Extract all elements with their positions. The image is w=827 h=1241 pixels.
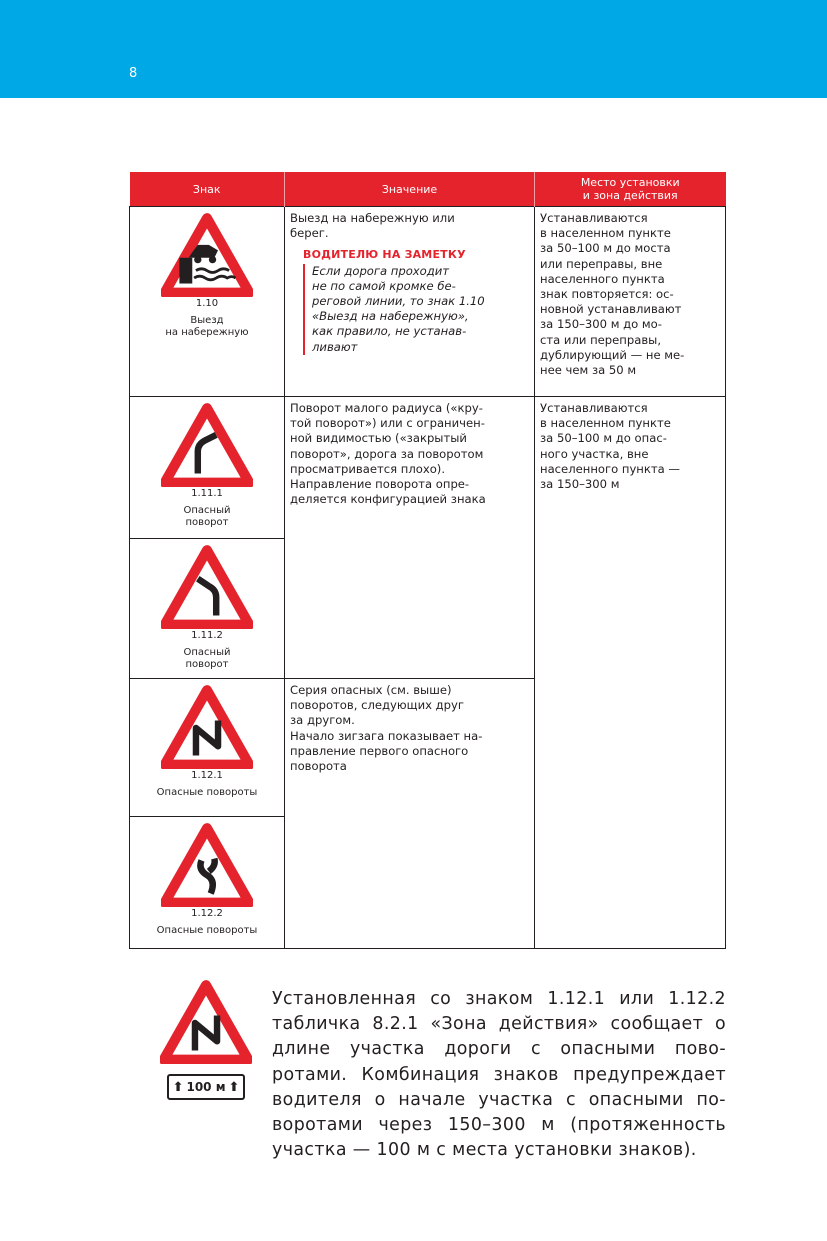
table-row [130,397,726,539]
sign-cell [130,679,285,817]
sign-caption: Опасный поворот [183,647,231,670]
place-cell: Устанавливаются в населенном пункте за 50–100 м до опас- ного участка, вне населенного пункта — за 150–300 м [535,397,726,949]
header-place: Место установки и зона действия [535,172,726,207]
note-title: ВОДИТЕЛЮ НА ЗАМЕТКУ [303,248,466,262]
header-band [0,0,827,98]
sign-caption: Опасные повороты [156,925,258,936]
sign-code: 1.10 [195,298,219,309]
header-meaning: Значение [285,172,535,207]
meaning-cell [285,207,535,397]
meaning-text: Выезд на набережную или берег. [290,211,455,241]
header-sign: Знак [130,172,285,207]
sign-code: 1.12.2 [191,908,223,919]
dangerous-turns-sign-icon [160,980,252,1064]
sign-caption: Выезд на набережную [165,315,249,338]
up-arrow-icon: ⬆ [228,1079,240,1095]
sign-cell [130,817,285,949]
place-cell: Устанавливаются в населенном пункте за 50–100 м до моста или переправы, вне населенного пункта знак повторяется: ос- новной устанавливают за 150–300 м до мо- ста или переправы, дублирующий — не ме- нее чем за 50 м [535,207,726,397]
sign-code: 1.12.1 [191,770,223,781]
page-number: 8 [129,66,138,81]
embankment-sign-icon [161,213,253,297]
table-header-row [130,172,726,207]
sign-cell [130,397,285,539]
sign-code: 1.11.2 [191,630,223,641]
meaning-cell: Поворот малого радиуса («кру- той поворот») или с ограничен- ной видимостью («закрытый поворот», дорога за поворотом просматривается плохо). Направление поворота опре- деляется конфигурацией знака [285,397,535,679]
dangerous-turns-right-sign-icon [161,685,253,769]
sign-with-plate [160,980,252,1100]
note-text: Если дорога проходит не по самой кромке бе- реговой линии, то знак 1.10 «Выезд на набережную», как правило, не устанав- ливают [303,264,529,355]
sign-caption: Опасный поворот [183,505,231,528]
up-arrow-icon: ⬆ [172,1079,184,1095]
table-row [130,207,726,397]
sign-cell [130,539,285,679]
dangerous-turn-left-sign-icon [161,545,253,629]
dangerous-turns-left-sign-icon [161,823,253,907]
dangerous-turn-right-sign-icon [161,403,253,487]
sign-cell [130,207,285,397]
bottom-paragraph: Установленная со знаком 1.12.1 или 1.12.2 табличка 8.2.1 «Зона действия» сообщает о длине участка дороги с опасными пово-ротами. Комбинация знаков предупреждает водителя о начале участка с опасными по-воротами через 150–300 м (протяженность участка — 100 м с места установки знаков). [272,989,726,1161]
plate-text: 100 м [186,1080,226,1094]
zone-plate [167,1074,245,1100]
sign-caption: Опасные повороты [156,787,258,798]
sign-code: 1.11.1 [191,488,223,499]
road-signs-table [129,172,726,949]
meaning-cell: Серия опасных (см. выше) поворотов, следующих друг за другом. Начало зигзага показывает на- правление первого опасного поворота [285,679,535,949]
